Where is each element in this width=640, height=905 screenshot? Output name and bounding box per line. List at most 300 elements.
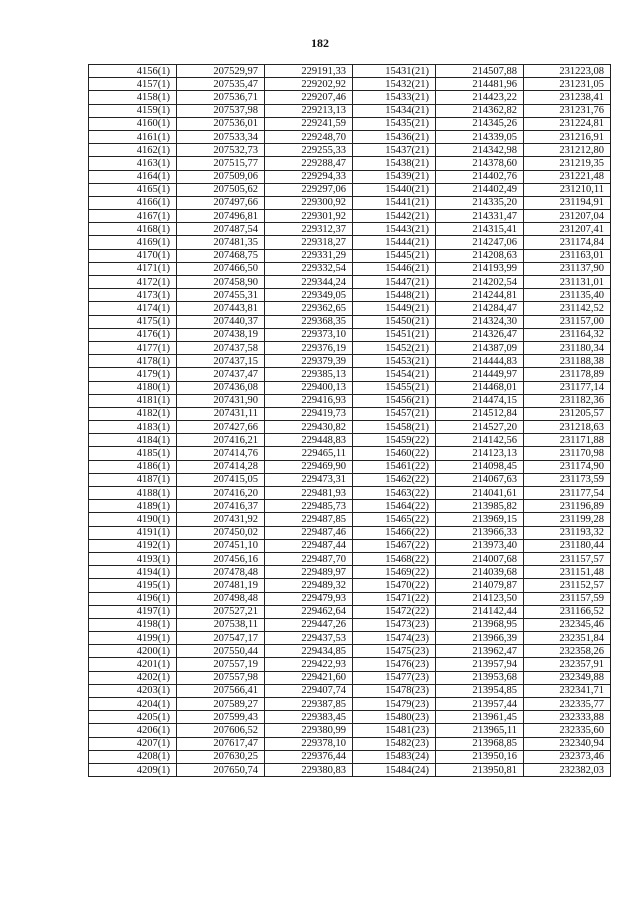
x-coordinate-left-cell: 207527,21 <box>177 605 265 618</box>
point-id-right-cell: 15453(21) <box>353 355 436 368</box>
table-row <box>89 117 611 130</box>
table-row <box>89 579 611 592</box>
y-coordinate-right-cell: 231205,57 <box>524 407 611 420</box>
point-id-left-cell: 4209(1) <box>89 763 177 776</box>
table-row <box>89 645 611 658</box>
table-row <box>89 210 611 223</box>
x-coordinate-left-cell: 207478,48 <box>177 566 265 579</box>
point-id-left-cell: 4178(1) <box>89 355 177 368</box>
table-row <box>89 407 611 420</box>
y-coordinate-left-cell: 229487,70 <box>265 552 353 565</box>
x-coordinate-right-cell: 213965,11 <box>436 724 524 737</box>
point-id-left-cell: 4206(1) <box>89 724 177 737</box>
table-row <box>89 737 611 750</box>
x-coordinate-left-cell: 207547,17 <box>177 632 265 645</box>
point-id-left-cell: 4203(1) <box>89 684 177 697</box>
point-id-left-cell: 4166(1) <box>89 196 177 209</box>
x-coordinate-left-cell: 207536,01 <box>177 117 265 130</box>
x-coordinate-right-cell: 214449,97 <box>436 368 524 381</box>
point-id-left-cell: 4176(1) <box>89 328 177 341</box>
y-coordinate-right-cell: 231182,36 <box>524 394 611 407</box>
table-row <box>89 513 611 526</box>
x-coordinate-left-cell: 207532,73 <box>177 144 265 157</box>
x-coordinate-right-cell: 213957,44 <box>436 698 524 711</box>
table-row <box>89 170 611 183</box>
point-id-left-cell: 4190(1) <box>89 513 177 526</box>
x-coordinate-left-cell: 207451,10 <box>177 539 265 552</box>
page-number: 182 <box>311 36 329 50</box>
y-coordinate-left-cell: 229422,93 <box>265 658 353 671</box>
point-id-right-cell: 15437(21) <box>353 144 436 157</box>
point-id-right-cell: 15449(21) <box>353 302 436 315</box>
y-coordinate-right-cell: 231151,48 <box>524 566 611 579</box>
x-coordinate-right-cell: 213968,85 <box>436 737 524 750</box>
y-coordinate-left-cell: 229379,39 <box>265 355 353 368</box>
x-coordinate-left-cell: 207606,52 <box>177 724 265 737</box>
x-coordinate-right-cell: 213953,68 <box>436 671 524 684</box>
y-coordinate-right-cell: 232373,46 <box>524 750 611 763</box>
point-id-left-cell: 4208(1) <box>89 750 177 763</box>
point-id-right-cell: 15481(23) <box>353 724 436 737</box>
x-coordinate-left-cell: 207497,66 <box>177 196 265 209</box>
x-coordinate-left-cell: 207437,47 <box>177 368 265 381</box>
y-coordinate-left-cell: 229437,53 <box>265 632 353 645</box>
y-coordinate-right-cell: 231216,91 <box>524 130 611 143</box>
x-coordinate-left-cell: 207437,58 <box>177 341 265 354</box>
x-coordinate-right-cell: 214123,13 <box>436 447 524 460</box>
y-coordinate-right-cell: 231174,90 <box>524 460 611 473</box>
point-id-right-cell: 15431(21) <box>353 65 436 78</box>
point-id-right-cell: 15463(22) <box>353 487 436 500</box>
table-row <box>89 91 611 104</box>
x-coordinate-left-cell: 207414,28 <box>177 460 265 473</box>
x-coordinate-left-cell: 207431,92 <box>177 513 265 526</box>
x-coordinate-left-cell: 207431,90 <box>177 394 265 407</box>
x-coordinate-right-cell: 214123,50 <box>436 592 524 605</box>
x-coordinate-right-cell: 214193,99 <box>436 262 524 275</box>
point-id-right-cell: 15438(21) <box>353 157 436 170</box>
table-row <box>89 684 611 697</box>
point-id-right-cell: 15432(21) <box>353 78 436 91</box>
y-coordinate-right-cell: 231180,34 <box>524 341 611 354</box>
x-coordinate-left-cell: 207437,15 <box>177 355 265 368</box>
point-id-right-cell: 15444(21) <box>353 236 436 249</box>
table-row <box>89 315 611 328</box>
y-coordinate-left-cell: 229213,13 <box>265 104 353 117</box>
point-id-right-cell: 15447(21) <box>353 276 436 289</box>
x-coordinate-right-cell: 214041,61 <box>436 487 524 500</box>
table-row <box>89 65 611 78</box>
x-coordinate-left-cell: 207481,19 <box>177 579 265 592</box>
coordinates-table-body <box>89 65 611 777</box>
point-id-right-cell: 15471(22) <box>353 592 436 605</box>
y-coordinate-left-cell: 229378,10 <box>265 737 353 750</box>
y-coordinate-right-cell: 231218,63 <box>524 421 611 434</box>
table-row <box>89 157 611 170</box>
point-id-left-cell: 4195(1) <box>89 579 177 592</box>
x-coordinate-left-cell: 207650,74 <box>177 763 265 776</box>
point-id-left-cell: 4164(1) <box>89 170 177 183</box>
point-id-right-cell: 15436(21) <box>353 130 436 143</box>
y-coordinate-right-cell: 232345,46 <box>524 618 611 631</box>
y-coordinate-left-cell: 229479,93 <box>265 592 353 605</box>
table-row <box>89 223 611 236</box>
table-row <box>89 341 611 354</box>
table-row <box>89 130 611 143</box>
point-id-left-cell: 4173(1) <box>89 289 177 302</box>
x-coordinate-right-cell: 214244,81 <box>436 289 524 302</box>
point-id-left-cell: 4156(1) <box>89 65 177 78</box>
y-coordinate-right-cell: 231178,89 <box>524 368 611 381</box>
point-id-right-cell: 15478(23) <box>353 684 436 697</box>
x-coordinate-right-cell: 214481,96 <box>436 78 524 91</box>
y-coordinate-left-cell: 229385,13 <box>265 368 353 381</box>
table-row <box>89 236 611 249</box>
x-coordinate-left-cell: 207468,75 <box>177 249 265 262</box>
x-coordinate-right-cell: 214039,68 <box>436 566 524 579</box>
y-coordinate-left-cell: 229241,59 <box>265 117 353 130</box>
x-coordinate-left-cell: 207415,05 <box>177 473 265 486</box>
x-coordinate-left-cell: 207515,77 <box>177 157 265 170</box>
point-id-right-cell: 15441(21) <box>353 196 436 209</box>
x-coordinate-right-cell: 214098,45 <box>436 460 524 473</box>
table-row <box>89 750 611 763</box>
table-row <box>89 421 611 434</box>
point-id-right-cell: 15465(22) <box>353 513 436 526</box>
x-coordinate-left-cell: 207450,02 <box>177 526 265 539</box>
x-coordinate-left-cell: 207509,06 <box>177 170 265 183</box>
y-coordinate-right-cell: 231193,32 <box>524 526 611 539</box>
point-id-left-cell: 4204(1) <box>89 698 177 711</box>
x-coordinate-right-cell: 214331,47 <box>436 210 524 223</box>
x-coordinate-right-cell: 214067,63 <box>436 473 524 486</box>
y-coordinate-right-cell: 231157,57 <box>524 552 611 565</box>
y-coordinate-left-cell: 229430,82 <box>265 421 353 434</box>
x-coordinate-right-cell: 214423,22 <box>436 91 524 104</box>
y-coordinate-left-cell: 229383,45 <box>265 711 353 724</box>
point-id-left-cell: 4171(1) <box>89 262 177 275</box>
y-coordinate-right-cell: 231142,52 <box>524 302 611 315</box>
point-id-right-cell: 15460(22) <box>353 447 436 460</box>
point-id-right-cell: 15467(22) <box>353 539 436 552</box>
y-coordinate-left-cell: 229416,93 <box>265 394 353 407</box>
point-id-right-cell: 15456(21) <box>353 394 436 407</box>
y-coordinate-right-cell: 231174,84 <box>524 236 611 249</box>
table-row <box>89 724 611 737</box>
x-coordinate-right-cell: 213966,33 <box>436 526 524 539</box>
x-coordinate-left-cell: 207438,19 <box>177 328 265 341</box>
point-id-right-cell: 15468(22) <box>353 552 436 565</box>
x-coordinate-right-cell: 214387,09 <box>436 341 524 354</box>
y-coordinate-right-cell: 231157,59 <box>524 592 611 605</box>
table-row <box>89 104 611 117</box>
x-coordinate-left-cell: 207557,19 <box>177 658 265 671</box>
y-coordinate-left-cell: 229387,85 <box>265 698 353 711</box>
x-coordinate-right-cell: 213969,15 <box>436 513 524 526</box>
y-coordinate-left-cell: 229288,47 <box>265 157 353 170</box>
y-coordinate-right-cell: 231207,04 <box>524 210 611 223</box>
y-coordinate-right-cell: 231231,76 <box>524 104 611 117</box>
y-coordinate-right-cell: 231231,05 <box>524 78 611 91</box>
table-row <box>89 447 611 460</box>
y-coordinate-left-cell: 229191,33 <box>265 65 353 78</box>
point-id-left-cell: 4170(1) <box>89 249 177 262</box>
point-id-left-cell: 4180(1) <box>89 381 177 394</box>
point-id-right-cell: 15433(21) <box>353 91 436 104</box>
point-id-left-cell: 4160(1) <box>89 117 177 130</box>
y-coordinate-left-cell: 229294,33 <box>265 170 353 183</box>
y-coordinate-left-cell: 229376,19 <box>265 341 353 354</box>
table-row <box>89 698 611 711</box>
point-id-right-cell: 15462(22) <box>353 473 436 486</box>
x-coordinate-left-cell: 207458,90 <box>177 276 265 289</box>
y-coordinate-left-cell: 229481,93 <box>265 487 353 500</box>
y-coordinate-left-cell: 229489,97 <box>265 566 353 579</box>
point-id-right-cell: 15454(21) <box>353 368 436 381</box>
y-coordinate-right-cell: 231163,01 <box>524 249 611 262</box>
x-coordinate-right-cell: 213961,45 <box>436 711 524 724</box>
y-coordinate-left-cell: 229332,54 <box>265 262 353 275</box>
table-row <box>89 78 611 91</box>
y-coordinate-left-cell: 229400,13 <box>265 381 353 394</box>
table-row <box>89 276 611 289</box>
point-id-left-cell: 4179(1) <box>89 368 177 381</box>
x-coordinate-left-cell: 207456,16 <box>177 552 265 565</box>
point-id-left-cell: 4162(1) <box>89 144 177 157</box>
table-row <box>89 289 611 302</box>
x-coordinate-left-cell: 207529,97 <box>177 65 265 78</box>
y-coordinate-right-cell: 231164,32 <box>524 328 611 341</box>
x-coordinate-left-cell: 207536,71 <box>177 91 265 104</box>
x-coordinate-right-cell: 214468,01 <box>436 381 524 394</box>
x-coordinate-left-cell: 207487,54 <box>177 223 265 236</box>
x-coordinate-right-cell: 214315,41 <box>436 223 524 236</box>
point-id-left-cell: 4191(1) <box>89 526 177 539</box>
y-coordinate-right-cell: 232357,91 <box>524 658 611 671</box>
point-id-right-cell: 15466(22) <box>353 526 436 539</box>
x-coordinate-right-cell: 214339,05 <box>436 130 524 143</box>
y-coordinate-right-cell: 231196,89 <box>524 500 611 513</box>
y-coordinate-left-cell: 229487,85 <box>265 513 353 526</box>
point-id-right-cell: 15434(21) <box>353 104 436 117</box>
y-coordinate-left-cell: 229301,92 <box>265 210 353 223</box>
x-coordinate-right-cell: 214474,15 <box>436 394 524 407</box>
x-coordinate-right-cell: 214335,20 <box>436 196 524 209</box>
point-id-right-cell: 15450(21) <box>353 315 436 328</box>
point-id-right-cell: 15464(22) <box>353 500 436 513</box>
y-coordinate-right-cell: 231131,01 <box>524 276 611 289</box>
table-row <box>89 566 611 579</box>
y-coordinate-left-cell: 229489,32 <box>265 579 353 592</box>
y-coordinate-left-cell: 229368,35 <box>265 315 353 328</box>
x-coordinate-left-cell: 207455,31 <box>177 289 265 302</box>
y-coordinate-left-cell: 229487,44 <box>265 539 353 552</box>
table-row <box>89 632 611 645</box>
point-id-left-cell: 4194(1) <box>89 566 177 579</box>
y-coordinate-left-cell: 229421,60 <box>265 671 353 684</box>
x-coordinate-right-cell: 214527,20 <box>436 421 524 434</box>
y-coordinate-left-cell: 229312,37 <box>265 223 353 236</box>
point-id-left-cell: 4185(1) <box>89 447 177 460</box>
table-row <box>89 434 611 447</box>
x-coordinate-left-cell: 207416,20 <box>177 487 265 500</box>
x-coordinate-left-cell: 207431,11 <box>177 407 265 420</box>
point-id-left-cell: 4167(1) <box>89 210 177 223</box>
y-coordinate-left-cell: 229248,70 <box>265 130 353 143</box>
point-id-right-cell: 15448(21) <box>353 289 436 302</box>
table-row <box>89 144 611 157</box>
point-id-left-cell: 4157(1) <box>89 78 177 91</box>
y-coordinate-left-cell: 229349,05 <box>265 289 353 302</box>
x-coordinate-left-cell: 207443,81 <box>177 302 265 315</box>
point-id-left-cell: 4175(1) <box>89 315 177 328</box>
x-coordinate-left-cell: 207496,81 <box>177 210 265 223</box>
point-id-left-cell: 4188(1) <box>89 487 177 500</box>
point-id-left-cell: 4183(1) <box>89 421 177 434</box>
point-id-left-cell: 4158(1) <box>89 91 177 104</box>
x-coordinate-right-cell: 214345,26 <box>436 117 524 130</box>
x-coordinate-left-cell: 207538,11 <box>177 618 265 631</box>
point-id-right-cell: 15482(23) <box>353 737 436 750</box>
x-coordinate-right-cell: 214284,47 <box>436 302 524 315</box>
y-coordinate-left-cell: 229407,74 <box>265 684 353 697</box>
point-id-right-cell: 15451(21) <box>353 328 436 341</box>
y-coordinate-left-cell: 229202,92 <box>265 78 353 91</box>
table-row <box>89 183 611 196</box>
table-row <box>89 394 611 407</box>
y-coordinate-left-cell: 229318,27 <box>265 236 353 249</box>
table-row <box>89 658 611 671</box>
table-row <box>89 500 611 513</box>
table-row <box>89 381 611 394</box>
table-row <box>89 763 611 776</box>
point-id-right-cell: 15461(22) <box>353 460 436 473</box>
x-coordinate-left-cell: 207566,41 <box>177 684 265 697</box>
point-id-right-cell: 15459(22) <box>353 434 436 447</box>
y-coordinate-left-cell: 229465,11 <box>265 447 353 460</box>
y-coordinate-right-cell: 231207,41 <box>524 223 611 236</box>
x-coordinate-right-cell: 213973,40 <box>436 539 524 552</box>
y-coordinate-right-cell: 231177,14 <box>524 381 611 394</box>
x-coordinate-right-cell: 214324,30 <box>436 315 524 328</box>
point-id-right-cell: 15458(21) <box>353 421 436 434</box>
x-coordinate-left-cell: 207599,43 <box>177 711 265 724</box>
y-coordinate-left-cell: 229419,73 <box>265 407 353 420</box>
y-coordinate-right-cell: 231170,98 <box>524 447 611 460</box>
point-id-left-cell: 4199(1) <box>89 632 177 645</box>
y-coordinate-right-cell: 231212,80 <box>524 144 611 157</box>
point-id-left-cell: 4165(1) <box>89 183 177 196</box>
y-coordinate-right-cell: 231171,88 <box>524 434 611 447</box>
y-coordinate-right-cell: 231177,54 <box>524 487 611 500</box>
point-id-right-cell: 15484(24) <box>353 763 436 776</box>
point-id-left-cell: 4192(1) <box>89 539 177 552</box>
y-coordinate-right-cell: 232333,88 <box>524 711 611 724</box>
y-coordinate-right-cell: 232341,71 <box>524 684 611 697</box>
y-coordinate-right-cell: 231173,59 <box>524 473 611 486</box>
x-coordinate-right-cell: 214326,47 <box>436 328 524 341</box>
y-coordinate-left-cell: 229376,44 <box>265 750 353 763</box>
point-id-left-cell: 4202(1) <box>89 671 177 684</box>
x-coordinate-left-cell: 207427,66 <box>177 421 265 434</box>
x-coordinate-right-cell: 213957,94 <box>436 658 524 671</box>
y-coordinate-right-cell: 231135,40 <box>524 289 611 302</box>
table-row <box>89 460 611 473</box>
x-coordinate-right-cell: 213950,81 <box>436 763 524 776</box>
point-id-right-cell: 15455(21) <box>353 381 436 394</box>
point-id-right-cell: 15440(21) <box>353 183 436 196</box>
x-coordinate-right-cell: 214507,88 <box>436 65 524 78</box>
x-coordinate-right-cell: 214247,06 <box>436 236 524 249</box>
coordinates-table <box>88 64 611 777</box>
y-coordinate-right-cell: 232351,84 <box>524 632 611 645</box>
y-coordinate-left-cell: 229469,90 <box>265 460 353 473</box>
table-row <box>89 711 611 724</box>
point-id-left-cell: 4161(1) <box>89 130 177 143</box>
y-coordinate-right-cell: 232335,77 <box>524 698 611 711</box>
point-id-left-cell: 4181(1) <box>89 394 177 407</box>
point-id-left-cell: 4207(1) <box>89 737 177 750</box>
table-row <box>89 355 611 368</box>
x-coordinate-right-cell: 214378,60 <box>436 157 524 170</box>
table-row <box>89 671 611 684</box>
point-id-left-cell: 4174(1) <box>89 302 177 315</box>
x-coordinate-left-cell: 207557,98 <box>177 671 265 684</box>
point-id-left-cell: 4189(1) <box>89 500 177 513</box>
point-id-left-cell: 4182(1) <box>89 407 177 420</box>
y-coordinate-right-cell: 231199,28 <box>524 513 611 526</box>
point-id-left-cell: 4184(1) <box>89 434 177 447</box>
y-coordinate-right-cell: 231221,48 <box>524 170 611 183</box>
y-coordinate-left-cell: 229207,46 <box>265 91 353 104</box>
y-coordinate-left-cell: 229448,83 <box>265 434 353 447</box>
point-id-right-cell: 15442(21) <box>353 210 436 223</box>
x-coordinate-right-cell: 214208,63 <box>436 249 524 262</box>
x-coordinate-right-cell: 213968,95 <box>436 618 524 631</box>
y-coordinate-left-cell: 229255,33 <box>265 144 353 157</box>
y-coordinate-right-cell: 232358,26 <box>524 645 611 658</box>
table-row <box>89 473 611 486</box>
x-coordinate-left-cell: 207414,76 <box>177 447 265 460</box>
x-coordinate-right-cell: 214142,44 <box>436 605 524 618</box>
point-id-right-cell: 15445(21) <box>353 249 436 262</box>
y-coordinate-right-cell: 231210,11 <box>524 183 611 196</box>
y-coordinate-left-cell: 229473,31 <box>265 473 353 486</box>
x-coordinate-right-cell: 214444,83 <box>436 355 524 368</box>
point-id-left-cell: 4159(1) <box>89 104 177 117</box>
y-coordinate-left-cell: 229487,46 <box>265 526 353 539</box>
table-row <box>89 605 611 618</box>
y-coordinate-left-cell: 229380,83 <box>265 763 353 776</box>
table-row <box>89 618 611 631</box>
y-coordinate-right-cell: 231223,08 <box>524 65 611 78</box>
table-row <box>89 302 611 315</box>
point-id-right-cell: 15474(23) <box>353 632 436 645</box>
point-id-right-cell: 15443(21) <box>353 223 436 236</box>
point-id-right-cell: 15472(22) <box>353 605 436 618</box>
point-id-right-cell: 15435(21) <box>353 117 436 130</box>
y-coordinate-right-cell: 232335,60 <box>524 724 611 737</box>
point-id-left-cell: 4196(1) <box>89 592 177 605</box>
point-id-right-cell: 15439(21) <box>353 170 436 183</box>
table-row <box>89 526 611 539</box>
table-row <box>89 592 611 605</box>
x-coordinate-right-cell: 214007,68 <box>436 552 524 565</box>
x-coordinate-left-cell: 207630,25 <box>177 750 265 763</box>
y-coordinate-left-cell: 229485,73 <box>265 500 353 513</box>
point-id-left-cell: 4172(1) <box>89 276 177 289</box>
x-coordinate-left-cell: 207550,44 <box>177 645 265 658</box>
